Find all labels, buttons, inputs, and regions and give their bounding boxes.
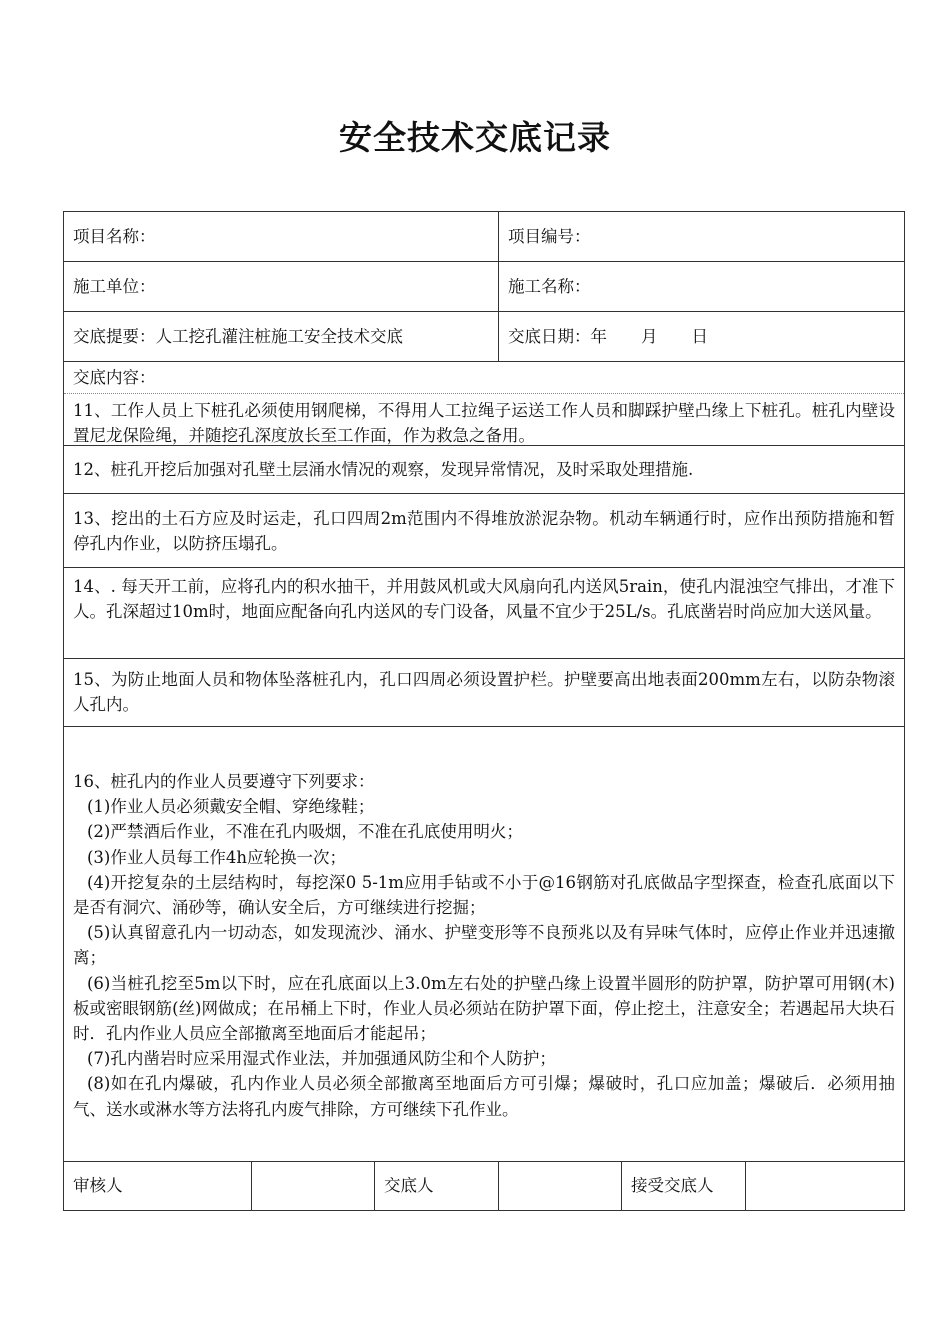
content-row-12 xyxy=(64,446,904,494)
item16-sub-2: (2)严禁酒后作业，不准在孔内吸烟，不准在孔底使用明火； xyxy=(87,822,523,842)
content-item-11: 11、工作人员上下桩孔必须使用钢爬梯，不得用人工拉绳子运送工作人员和脚踩护壁凸缘上下桩孔。桩孔内壁设置尼龙保险绳，并随挖孔深度放长至工作面，作为救急之备用。 xyxy=(73,401,895,445)
receiver-label: 接受交底人 xyxy=(621,1162,745,1210)
item16-sub-4: (4)开挖复杂的土层结构时，每挖深0 5-1m应用手钻或不小于@16钢筋对孔底做品字型探查，检查孔底面以下是否有洞穴、涌砂等，确认安全后，方可继续进行挖掘； xyxy=(73,872,895,918)
summary-cell: 交底提要：人工挖孔灌注桩施工安全技术交底 xyxy=(73,326,403,346)
item16-sub-7: (7)孔内凿岩时应采用湿式作业法，并加强通风防尘和个人防护； xyxy=(87,1049,556,1069)
work-name-cell: 施工名称： xyxy=(498,262,904,311)
project-name-cell: 项目名称： xyxy=(73,226,156,246)
date-day: 日 xyxy=(691,326,708,346)
date-month: 月 xyxy=(641,326,658,346)
content-row-16 xyxy=(64,727,904,1162)
discloser-signature-field[interactable] xyxy=(498,1162,621,1210)
date-year: 年 xyxy=(590,326,607,346)
content-item-13: 13、挖出的土石方应及时运走，孔口四周2m范围内不得堆放淤泥杂物。机动车辆通行时，应作出预防措施和暂停孔内作业，以防挤压塌孔。 xyxy=(73,509,895,553)
discloser-label: 交底人 xyxy=(374,1162,498,1210)
item16-sub-5: (5)认真留意孔内一切动态，如发现流沙、涌水、护壁变形等不良预兆以及有异味气体时，应停止作业并迅速撤离； xyxy=(73,923,895,968)
date-cell xyxy=(498,312,904,361)
content-item-16 xyxy=(64,727,904,1161)
item16-title: 16、桩孔内的作业人员要遵守下列要求： xyxy=(73,772,375,791)
item16-sub-6: (6)当桩孔挖至5m以下时，应在孔底面以上3.0m左右处的护壁凸缘上设置半圆形的防护罩，防护罩可用钢(木)板或密眼钢筋(丝)网做成；在吊桶上下时，作业人员必须站在防护罩下面，停止挖土，注意安全；若遇起吊大块石时．孔内作业人员应全部撤离至地面后才能起吊； xyxy=(73,973,895,1044)
content-heading: 交底内容： xyxy=(73,367,156,387)
item16-sub-1: (1)作业人员必须戴安全帽、穿绝缘鞋； xyxy=(87,797,375,817)
reviewer-label: 审核人 xyxy=(73,1176,123,1195)
content-row-11 xyxy=(64,394,904,446)
date-label: 交底日期： xyxy=(508,326,591,346)
content-row-13 xyxy=(64,494,904,568)
content-row-14 xyxy=(64,568,904,659)
content-item-12: 12、桩孔开挖后加强对孔壁土层涌水情况的观察，发现异常情况，及时采取处理措施. xyxy=(73,460,694,479)
item16-sub-8: (8)如在孔内爆破，孔内作业人员必须全部撤离至地面后方可引爆；爆破时，孔口应加盖；爆破后．必须用抽气、送水或淋水等方法将孔内废气排除，方可继续下孔作业。 xyxy=(73,1074,895,1119)
project-no-cell: 项目编号： xyxy=(498,212,904,261)
reviewer-signature-field[interactable] xyxy=(251,1162,374,1210)
signature-row xyxy=(64,1162,904,1210)
page-title: 安全技术交底记录 xyxy=(339,118,611,157)
content-row-15 xyxy=(64,659,904,727)
receiver-signature-field[interactable] xyxy=(745,1162,904,1210)
content-heading-row xyxy=(64,362,904,394)
content-item-14: 14、. 每天开工前，应将孔内的积水抽干，并用鼓风机或大风扇向孔内送风5rain，使孔内混浊空气排出，才准下人。孔深超过10m时，地面应配备向孔内送风的专门设备，风量不宜少于25L/s。孔底凿岩时尚应加大送风量。 xyxy=(73,577,895,621)
item16-sub-3: (3)作业人员每工作4h应轮换一次； xyxy=(87,847,346,867)
disclosure-table xyxy=(63,211,905,1211)
info-row-unit xyxy=(64,262,904,312)
info-row-summary xyxy=(64,312,904,362)
construction-unit-cell: 施工单位： xyxy=(73,276,156,296)
info-row-project xyxy=(64,212,904,262)
content-item-15: 15、为防止地面人员和物体坠落桩孔内，孔口四周必须设置护栏。护壁要高出地表面200mm左右，以防杂物滚人孔内。 xyxy=(73,670,895,714)
